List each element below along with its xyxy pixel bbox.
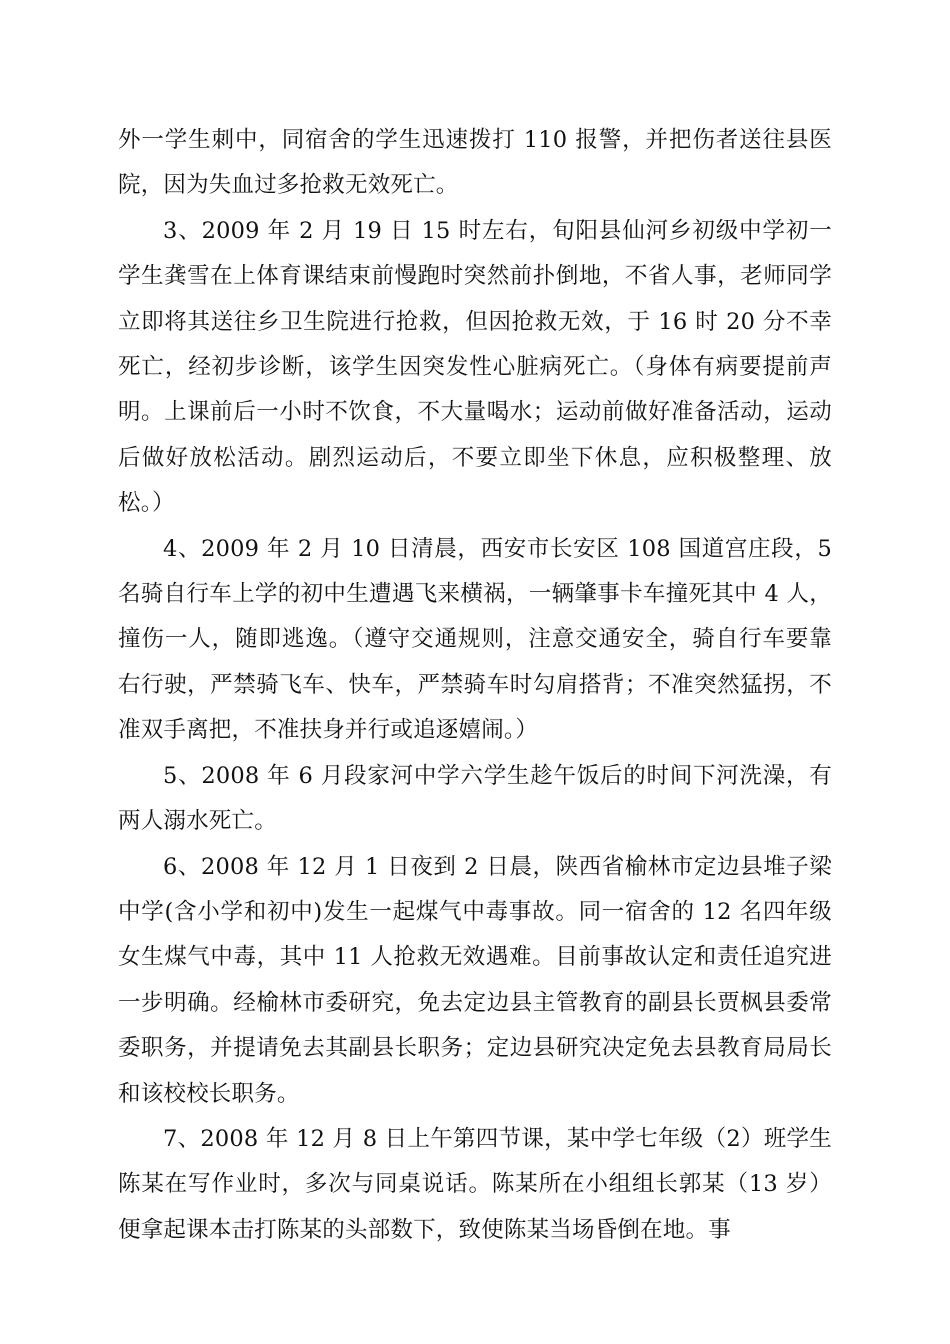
- paragraph-case-6: 6、2008 年 12 月 1 日夜到 2 日晨，陕西省榆林市定边县堆子梁中学(含小学和初中)发生一起煤气中毒事故。同一宿舍的 12 名四年级女生煤气中毒，其中 11 人抢救无效遇难。目前事故认定和责任追究进一步明确。经榆林市委研究，免去定边县主管教育的副县长贾枫县委常委职务，并提请免去其副县长职务；定边县研究决定免去县教育局局长和该校校长职务。: [118, 853, 832, 1107]
- paragraph-continuation: 外一学生刺中，同宿舍的学生迅速拨打 110 报警，并把伤者送往县医院，因为失血过多抢救无效死亡。: [118, 127, 832, 199]
- document-body: [118, 118, 832, 1253]
- paragraph-case-7: 7、2008 年 12 月 8 日上午第四节课，某中学七年级（2）班学生陈某在写作业时，多次与同桌说话。陈某所在小组组长郭某（13 岁）便拿起课本击打陈某的头部数下，致使陈某当场昏倒在地。事: [118, 1125, 832, 1243]
- paragraph-case-3: 3、2009 年 2 月 19 日 15 时左右，旬阳县仙河乡初级中学初一学生龚雪在上体育课结束前慢跑时突然前扑倒地，不省人事，老师同学立即将其送往乡卫生院进行抢救，但因抢救无效，于 16 时 20 分不幸死亡，经初步诊断，该学生因突发性心脏病死亡。（身体有病要提前声明。上课前后一小时不饮食，不大量喝水；运动前做好准备活动，运动后做好放松活动。剧烈运动后，不要立即坐下休息，应积极整理、放松。）: [118, 217, 832, 517]
- paragraph-case-5: 5、2008 年 6 月段家河中学六学生趁午饭后的时间下河洗澡，有两人溺水死亡。: [118, 762, 832, 835]
- paragraph-case-4: 4、2009 年 2 月 10 日清晨，西安市长安区 108 国道宫庄段，5 名骑自行车上学的初中生遭遇飞来横祸，一辆肇事卡车撞死其中 4 人，撞伤一人，随即逃逸。（遵守交通规则，注意交通安全，骑自行车要靠右行驶，严禁骑飞车、快车，严禁骑车时勾肩搭背；不准突然猛拐，不准双手离把，不准扶身并行或追逐嬉闹。）: [118, 535, 832, 744]
